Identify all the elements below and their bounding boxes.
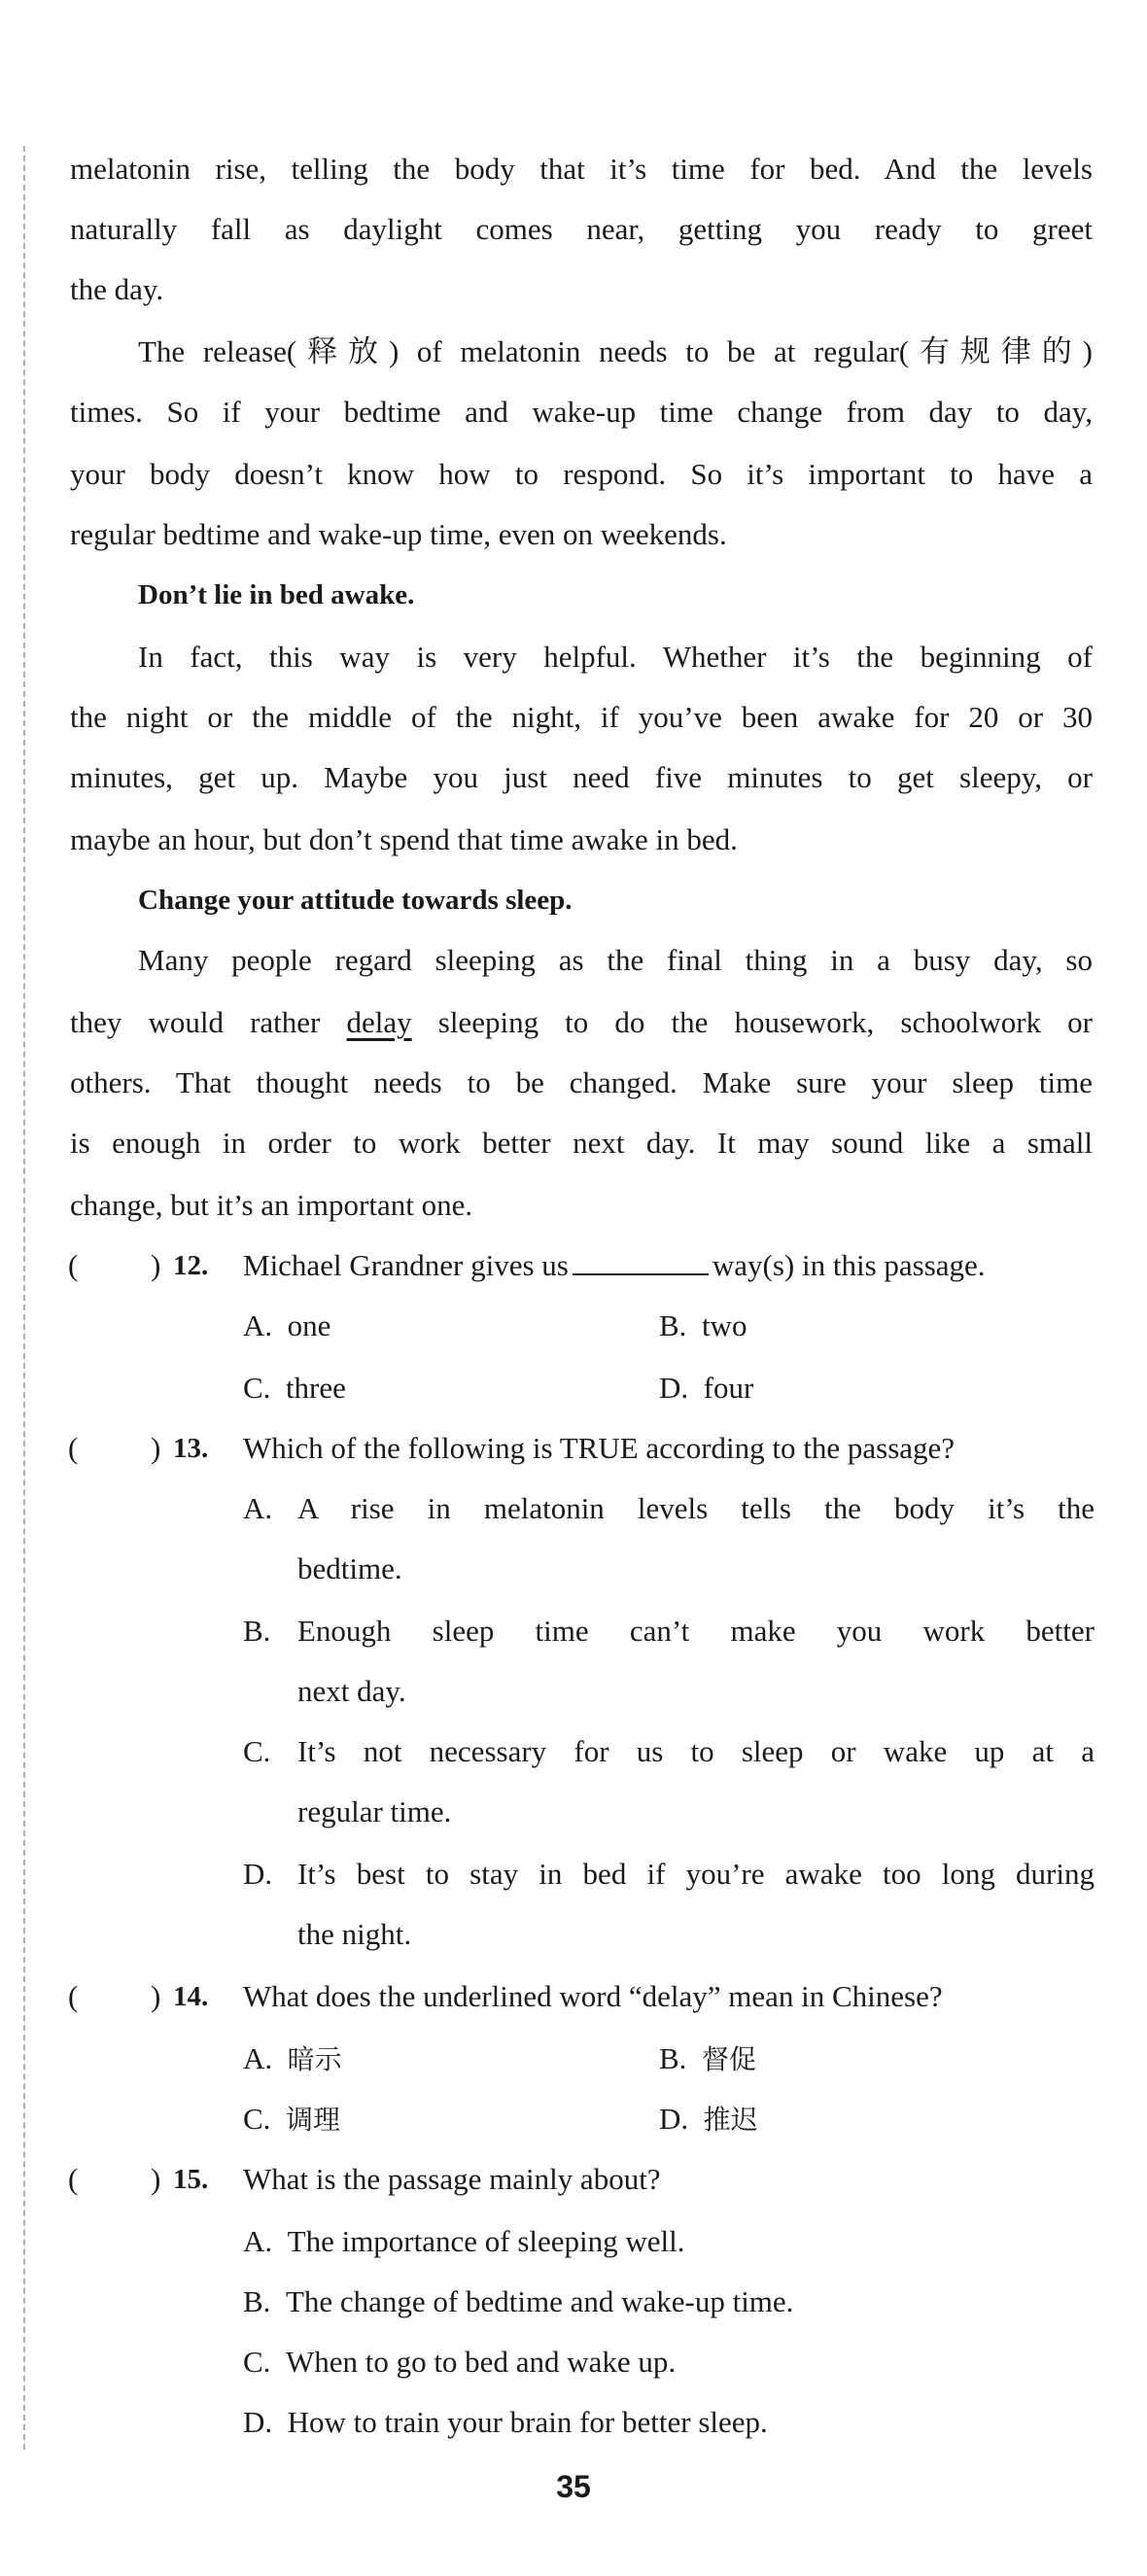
option-text: two xyxy=(701,1308,747,1342)
option-label: A. xyxy=(243,1308,273,1342)
answer-paren-left: ( xyxy=(68,1979,79,2013)
option-label: B. xyxy=(659,2041,687,2075)
option-text-line2: bedtime. xyxy=(297,1551,402,1585)
passage-p4-line1: Many people regard sleeping as the final thing in a busy day, so xyxy=(138,943,1093,977)
p4-line2-before: they would rather xyxy=(70,1005,347,1039)
passage-p2-line1: The release(释放) of melatonin needs to be at regular(有规律的) xyxy=(138,334,1093,368)
question-number: 12. xyxy=(173,1250,209,1281)
option-c xyxy=(243,1722,1095,1842)
question-number: 14. xyxy=(173,1981,209,2012)
passage-p4-line2 xyxy=(70,992,1093,1053)
section-heading-dont-lie-awake: Don’t lie in bed awake. xyxy=(138,579,415,610)
passage-p2-line4: regular bedtime and wake-up time, even on weekends. xyxy=(70,517,727,551)
option-text-line1: Enough sleep time can’t make you work better xyxy=(297,1614,1095,1648)
option-label: D. xyxy=(659,2102,689,2136)
option-text-line1: A rise in melatonin levels tells the body it’s the xyxy=(297,1491,1095,1525)
option-b xyxy=(659,1296,747,1356)
option-text: one xyxy=(287,1308,331,1342)
option-text-line1: It’s best to stay in bed if you’re awake too long during xyxy=(297,1857,1095,1891)
option-text: four xyxy=(703,1371,754,1405)
question-stem: What does the underlined word “delay” mean in Chinese? xyxy=(243,1979,943,2013)
option-d xyxy=(243,2392,768,2453)
option-label: B. xyxy=(243,2284,271,2318)
fill-blank xyxy=(573,1252,709,1275)
option-label: B. xyxy=(659,1308,687,1342)
option-c xyxy=(243,1358,346,1418)
stem-before-blank: Michael Grandner gives us xyxy=(243,1248,569,1282)
answer-paren-left: ( xyxy=(68,1248,79,1282)
answer-paren-right: ) xyxy=(151,2162,161,2196)
option-text: 督促 xyxy=(701,2043,756,2075)
option-label: A. xyxy=(243,1491,273,1525)
option-text-line1: It’s not necessary for us to sleep or wake up at a xyxy=(297,1734,1095,1768)
option-d xyxy=(243,1844,1095,1965)
passage-p4-line3: others. That thought needs to be changed. Make sure your sleep time xyxy=(70,1065,1093,1099)
passage-p4-line5: change, but it’s an important one. xyxy=(70,1188,473,1222)
option-text: three xyxy=(285,1371,346,1405)
section-heading-change-attitude: Change your attitude towards sleep. xyxy=(138,885,573,916)
option-b xyxy=(659,2029,756,2090)
answer-paren-right: ) xyxy=(151,1979,161,2013)
option-label: B. xyxy=(243,1614,271,1648)
option-b xyxy=(243,1601,1095,1722)
option-text-line2: next day. xyxy=(297,1674,406,1708)
option-text: The importance of sleeping well. xyxy=(287,2224,685,2258)
option-text: 暗示 xyxy=(287,2043,342,2075)
option-text: 推迟 xyxy=(703,2104,758,2136)
passage-p2-line2: times. So if your bedtime and wake-up time change from day to day, xyxy=(70,395,1093,429)
option-a xyxy=(243,2211,685,2272)
binding-dashed-line xyxy=(23,146,25,2450)
question-stem xyxy=(243,1236,986,1296)
p4-line2-after: sleeping to do the housework, schoolwork or xyxy=(411,1005,1093,1039)
passage-p3-line2: the night or the middle of the night, if you’ve been awake for 20 or 30 xyxy=(70,700,1093,734)
option-text-line2: regular time. xyxy=(297,1794,452,1828)
option-c xyxy=(243,2332,676,2392)
passage-p3-line3: minutes, get up. Maybe you just need five minutes to get sleepy, or xyxy=(70,760,1093,794)
passage-p3-line4: maybe an hour, but don’t spend that time awake in bed. xyxy=(70,822,738,856)
option-a xyxy=(243,2029,342,2090)
question-number: 15. xyxy=(173,2164,209,2195)
option-label: A. xyxy=(243,2041,273,2075)
passage-p2-line3: your body doesn’t know how to respond. So it’s important to have a xyxy=(70,457,1093,491)
passage-p1-line2: naturally fall as daylight comes near, getting you ready to greet xyxy=(70,212,1093,246)
option-text: 调理 xyxy=(285,2104,340,2136)
answer-paren-left: ( xyxy=(68,1431,79,1465)
option-label: D. xyxy=(243,1857,273,1891)
passage-p3-line1: In fact, this way is very helpful. Whether it’s the beginning of xyxy=(138,640,1093,674)
underlined-word-delay: delay xyxy=(346,1005,412,1039)
question-stem: Which of the following is TRUE according to the passage? xyxy=(243,1431,956,1465)
passage-p1-line3: the day. xyxy=(70,272,164,306)
option-a xyxy=(243,1479,1095,1599)
page-number: 35 xyxy=(556,2469,591,2504)
option-label: D. xyxy=(243,2405,273,2439)
option-c xyxy=(243,2089,340,2150)
option-text-line2: the night. xyxy=(297,1917,412,1951)
answer-paren-right: ) xyxy=(151,1248,161,1282)
option-text: When to go to bed and wake up. xyxy=(285,2345,677,2379)
option-label: A. xyxy=(243,2224,273,2258)
option-d xyxy=(659,2089,758,2150)
option-label: C. xyxy=(243,1734,271,1768)
passage-p4-line4: is enough in order to work better next day. It may sound like a small xyxy=(70,1126,1093,1160)
option-d xyxy=(659,1358,753,1418)
option-text: The change of bedtime and wake-up time. xyxy=(285,2284,794,2318)
question-stem: What is the passage mainly about? xyxy=(243,2162,661,2196)
option-b xyxy=(243,2272,793,2332)
option-label: D. xyxy=(659,1371,689,1405)
option-label: C. xyxy=(243,2345,271,2379)
answer-paren-right: ) xyxy=(151,1431,161,1465)
passage-p1-line1: melatonin rise, telling the body that it’s time for bed. And the levels xyxy=(70,152,1093,186)
option-label: C. xyxy=(243,1371,271,1405)
option-label: C. xyxy=(243,2102,271,2136)
stem-after-blank: way(s) in this passage. xyxy=(712,1248,986,1282)
answer-paren-left: ( xyxy=(68,2162,79,2196)
option-a xyxy=(243,1296,330,1356)
question-number: 13. xyxy=(173,1433,209,1464)
option-text: How to train your brain for better sleep. xyxy=(287,2405,768,2439)
